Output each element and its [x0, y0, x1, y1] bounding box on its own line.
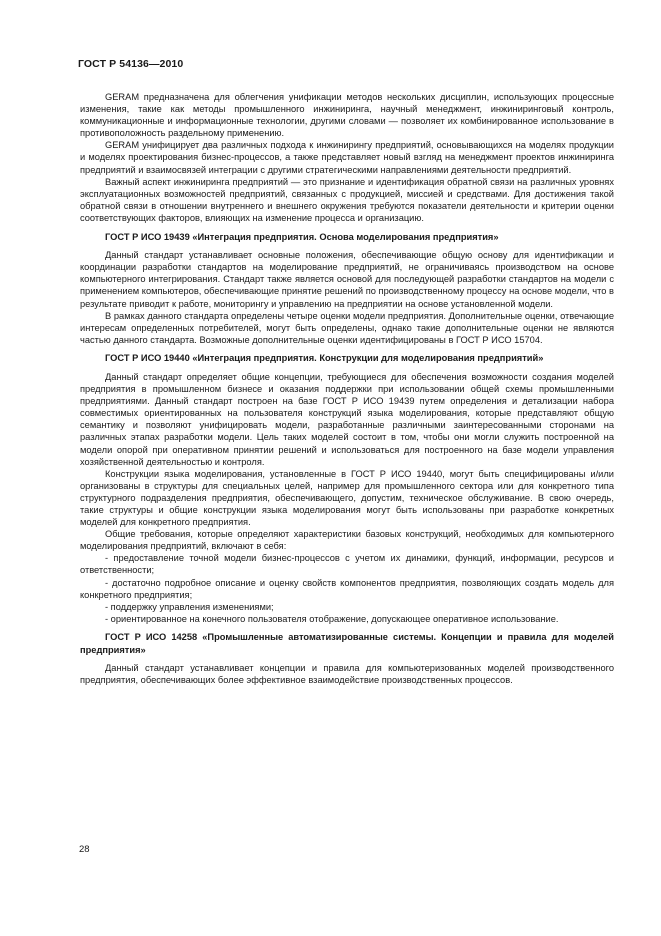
document-body [80, 91, 614, 686]
list-item: - ориентированное на конечного пользователя отображение, допускающее оперативное использование. [105, 613, 559, 624]
list-item: - достаточно подробное описание и оценку свойств компонентов предприятия, позволяющих создать модель для конкретного предприятия; [80, 577, 614, 600]
page-number: 28 [79, 844, 90, 855]
paragraph: GERAM предназначена для облегчения унификации методов нескольких дисциплин, использующих процессные изменения, такие как методы промышленного инжиниринга, научный менеджмент, инжиниринговый контроль, коммуникационные и информационные технологии, другими словами — позволяет их комбинированное использование в противоположность раздельному применению. [80, 92, 614, 139]
document-designation: ГОСТ Р 54136—2010 [78, 58, 184, 70]
paragraph: GERAM унифицирует два различных подхода к инжинирингу предприятий, основывающихся на моделях продукции и моделях проектирования бизнес-процессов, а также представляет новый взгляд на менеджмент проектов инжиниринга предприятий и взаимосвязей интеграции с другими стратегическими направлениями деятельности предприятий. [80, 140, 614, 175]
paragraph: Данный стандарт определяет общие концепции, требующиеся для обеспечения возможности создания моделей предприятия в промышленном бизнесе и оказания поддержки при использовании общей схемы промышленными предприятиями. Данный стандарт построен на базе ГОСТ Р ИСО 19439 путем определения и детализации набора совместимых ориентированных на пользователя конструкций языка моделирования, которые представляют общую семантику и позволяют унифицировать модели, разработанные различными заинтересованными сторонами на различных этапах разработки модели. Цель таких моделей состоит в том, чтобы они могли служить построенной на модели опорой при оперативном принятии решений и использоваться для построенного на базе модели управления хозяйственной деятельностью и контроля. [80, 371, 614, 467]
section-heading: ГОСТ Р ИСО 19440 «Интеграция предприятия. Конструкции для моделирования предприятий» [105, 353, 544, 364]
section-heading: ГОСТ Р ИСО 19439 «Интеграция предприятия. Основа моделирования предприятия» [105, 231, 499, 242]
section-heading: ГОСТ Р ИСО 14258 «Промышленные автоматизированные системы. Концепции и правила для моделей предприятия» [80, 632, 614, 655]
paragraph: Данный стандарт устанавливает концепции и правила для компьютеризованных моделей производственного предприятия, обеспечивающих более эффективное взаимодействие производственных процессов. [80, 663, 614, 686]
list-item: - поддержку управления изменениями; [105, 601, 274, 612]
paragraph: Конструкции языка моделирования, установленные в ГОСТ Р ИСО 19440, могут быть специфицированы и/или организованы в структуры для специальных целей, например для промышленного сектора или для конкретного типа структурного подразделения предприятия, обеспечивающего, допустим, техническое обслуживание. В свою очередь, такие структуры и общие конструкции языка моделирования могут быть использованы при разработке конкретных моделей для конкретного предприятия. [80, 468, 614, 528]
paragraph: В рамках данного стандарта определены четыре оценки модели предприятия. Дополнительные оценки, отвечающие интересам определенных потребителей, могут быть определены, однако такие дополнительные оценки не являются частью данного стандарта. Возможные дополнительные оценки идентифицированы в ГОСТ Р ИСО 15704. [80, 310, 614, 345]
list-item: - предоставление точной модели бизнес-процессов с учетом их динамики, функций, информации, ресурсов и ответственности; [80, 553, 614, 576]
paragraph: Важный аспект инжиниринга предприятий — это признание и идентификация обратной связи на различных уровнях эксплуатационных возможностей предприятий, связанных с продукцией, миссией и средствами. Для достижения такой обратной связи в отношении внутреннего и внешнего окружения требуются показатели деятельности и критерии оценки соответствующих факторов, влияющих на изменение процесса и организацию. [80, 176, 614, 223]
paragraph: Общие требования, которые определяют характеристики базовых конструкций, необходимых для компьютерного моделирования предприятий, включают в себя: [80, 529, 614, 552]
paragraph: Данный стандарт устанавливает основные положения, обеспечивающие общую основу для идентификации и координации разработки стандартов на моделирование предприятий, не ограничиваясь производством на основе компьютерного интегрирования. Стандарт также является основой для последующей разработки стандартов на модели с применением компьютеров, обеспечивающие принятие решений по производственному процессу на основе модели, что в результате приводит к работе, мониторингу и управлению на предприятии на основе установленной модели. [80, 250, 614, 309]
